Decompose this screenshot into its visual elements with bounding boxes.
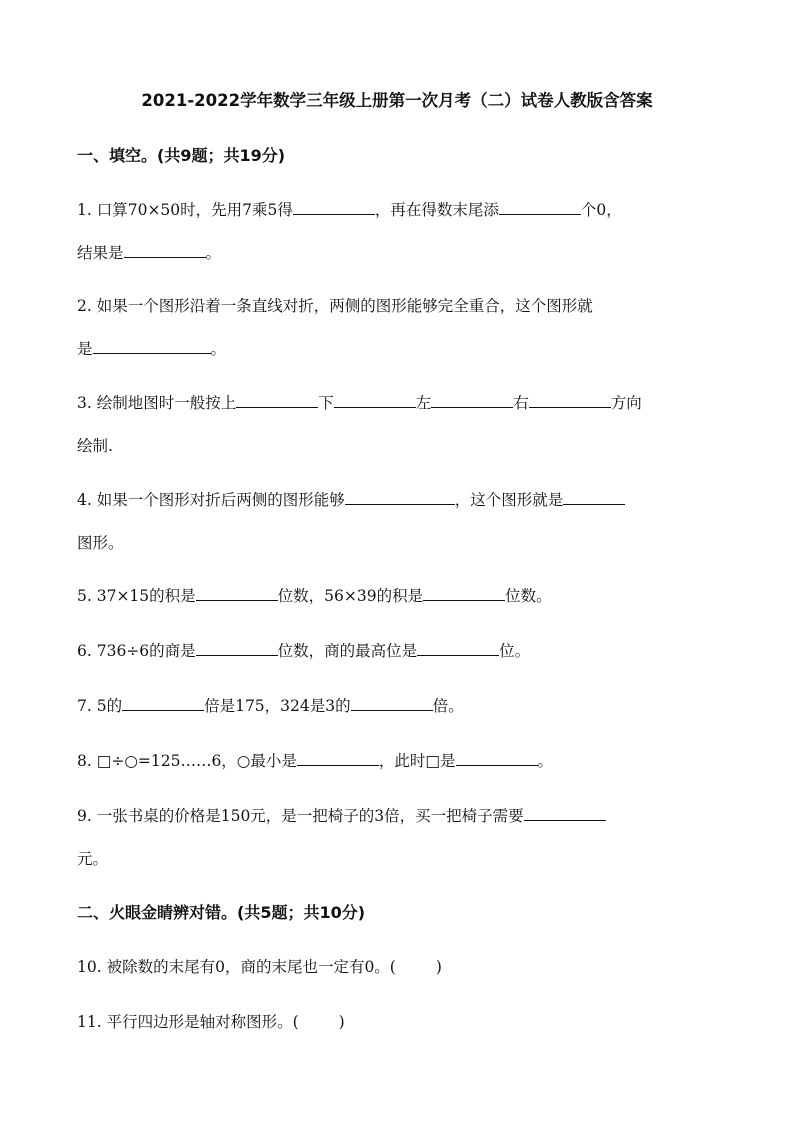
answer-blank[interactable] xyxy=(334,393,416,408)
question-text: 右 xyxy=(513,394,529,412)
question-text: 6. 736÷6的商是 xyxy=(77,642,196,660)
question-text: ，再在得数末尾添 xyxy=(374,201,499,219)
question-text: 个0， xyxy=(580,201,622,219)
answer-blank[interactable] xyxy=(122,696,204,711)
question-text: 5. 37×15的积是 xyxy=(77,587,196,605)
question-text: ) xyxy=(338,1013,345,1031)
question-6 xyxy=(77,639,530,661)
question-text: 9. 一张书桌的价格是150元，是一把椅子的3倍，买一把椅子需要 xyxy=(77,807,524,825)
question-text: 11. 平行四边形是轴对称图形。( xyxy=(77,1013,299,1031)
answer-blank[interactable] xyxy=(417,641,499,656)
question-text: 7. 5的 xyxy=(77,697,123,715)
section-heading-true-false: 二、火眼金睛辨对错。(共5题；共10分) xyxy=(77,903,366,922)
answer-blank[interactable] xyxy=(293,200,375,215)
question-text: 8. □÷○=125……6，○最小是 xyxy=(77,752,297,770)
question-text: 3. 绘制地图时一般按上 xyxy=(77,394,237,412)
question-text: 结果是 xyxy=(77,244,124,262)
answer-blank[interactable] xyxy=(529,393,611,408)
question-text: 1. 口算70×50时，先用7乘5得 xyxy=(77,201,293,219)
answer-blank[interactable] xyxy=(345,490,455,505)
question-4-line-2: 图形。 xyxy=(77,534,124,552)
question-2-line-2 xyxy=(77,337,226,359)
question-9-line-2: 元。 xyxy=(77,850,109,868)
question-9-line-1 xyxy=(77,804,606,826)
question-10 xyxy=(77,955,442,977)
page-title: 2021-2022学年数学三年级上册第一次月考（二）试卷人教版含答案 xyxy=(141,91,653,110)
answer-blank[interactable] xyxy=(351,696,433,711)
question-text: 位数。 xyxy=(505,587,552,605)
question-3-line-2: 绘制. xyxy=(77,437,113,455)
section-heading-fill-blank: 一、填空。(共9题；共19分) xyxy=(77,146,286,165)
answer-blank[interactable] xyxy=(297,751,379,766)
question-8 xyxy=(77,749,553,771)
question-text: 。 xyxy=(537,752,554,770)
question-text: 左 xyxy=(415,394,432,412)
question-text: 。 xyxy=(205,244,222,262)
question-5 xyxy=(77,584,552,606)
question-text: 倍是175，324是3的 xyxy=(204,697,351,715)
question-text: 位。 xyxy=(499,642,531,660)
question-4-line-1 xyxy=(77,488,625,510)
answer-blank[interactable] xyxy=(196,641,278,656)
question-7 xyxy=(77,694,464,716)
question-1-line-1 xyxy=(77,198,622,220)
question-11 xyxy=(77,1010,345,1032)
question-1-line-2 xyxy=(77,241,221,263)
question-text: ，此时□是 xyxy=(378,752,456,770)
answer-blank[interactable] xyxy=(499,200,581,215)
question-text: 下 xyxy=(318,394,334,412)
answer-blank[interactable] xyxy=(524,806,606,821)
question-text: ，这个图形就是 xyxy=(454,491,564,509)
answer-blank[interactable] xyxy=(431,393,513,408)
question-text: 。 xyxy=(210,340,227,358)
answer-blank[interactable] xyxy=(456,751,538,766)
answer-blank[interactable] xyxy=(93,339,211,354)
question-text: ) xyxy=(435,958,442,976)
question-text: 4. 如果一个图形对折后两侧的图形能够 xyxy=(77,491,345,509)
question-text: 10. 被除数的末尾有0，商的末尾也一定有0。( xyxy=(77,958,396,976)
answer-blank[interactable] xyxy=(563,490,625,505)
question-3-line-1 xyxy=(77,391,642,413)
answer-blank[interactable] xyxy=(236,393,318,408)
answer-blank[interactable] xyxy=(196,586,278,601)
question-text: 倍。 xyxy=(432,697,464,715)
question-2-line-1: 2. 如果一个图形沿着一条直线对折，两侧的图形能够完全重合，这个图形就 xyxy=(77,297,593,315)
answer-blank[interactable] xyxy=(124,243,206,258)
answer-blank[interactable] xyxy=(423,586,505,601)
question-text: 位数，56×39的积是 xyxy=(277,587,424,605)
question-text: 位数，商的最高位是 xyxy=(277,642,418,660)
question-text: 方向 xyxy=(610,394,642,412)
question-text: 是 xyxy=(77,340,93,358)
